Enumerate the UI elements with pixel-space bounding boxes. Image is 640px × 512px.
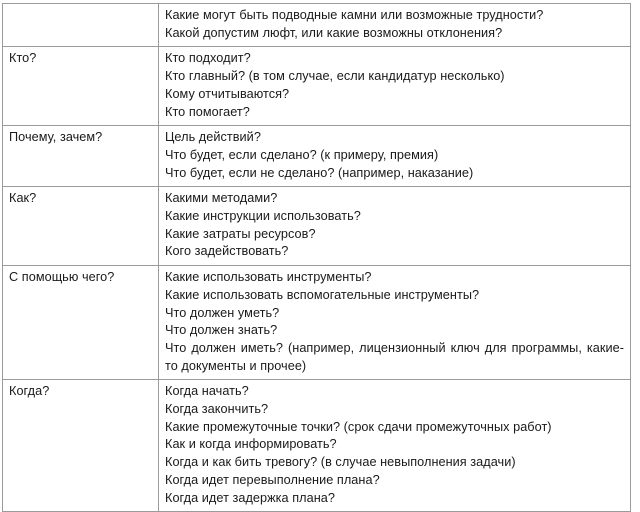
questions-cell-content xyxy=(159,126,630,186)
table-row xyxy=(3,126,631,187)
question-line: Какие использовать вспомогательные инструменты? xyxy=(165,287,480,302)
questions-cell xyxy=(159,4,631,47)
question-line: Кто подходит? xyxy=(165,51,251,66)
question-line: Цель действий? xyxy=(165,130,261,145)
question-line: Какие могут быть подводные камни или возможные трудности? xyxy=(165,8,544,22)
question-line: Что должен уметь? xyxy=(165,305,280,320)
question-line: Какие промежуточные точки? (срок сдачи промежуточных работ) xyxy=(165,419,552,434)
question-line: Что должен знать? xyxy=(165,323,278,338)
table-row xyxy=(3,187,631,266)
questions-cell-content xyxy=(159,47,630,125)
category-cell-content xyxy=(3,187,158,212)
category-cell-content xyxy=(3,380,158,405)
questions-cell xyxy=(159,266,631,380)
category-label: Как? xyxy=(9,191,37,206)
question-line: Когда закончить? xyxy=(165,402,269,417)
questions-cell xyxy=(159,47,631,126)
table-row xyxy=(3,47,631,126)
question-line: Когда идет задержка плана? xyxy=(165,490,335,505)
table-body xyxy=(3,4,631,512)
category-cell xyxy=(3,380,159,512)
question-line: Какими методами? xyxy=(165,191,278,206)
questions-cell-content xyxy=(159,266,630,379)
category-cell xyxy=(3,47,159,126)
question-line: Кому отчитываются? xyxy=(165,86,290,101)
question-line: Какой допустим люфт, или какие возможны отклонения? xyxy=(165,25,503,40)
category-cell-content xyxy=(3,126,158,151)
question-line: Кто главный? (в том случае, если кандидатур несколько) xyxy=(165,69,505,84)
question-line: Какие затраты ресурсов? xyxy=(165,226,316,241)
questions-cell-content xyxy=(159,4,630,46)
category-label: Когда? xyxy=(9,384,50,399)
question-line: Когда начать? xyxy=(165,384,249,399)
category-cell xyxy=(3,126,159,187)
category-label: Почему, зачем? xyxy=(9,130,103,145)
category-cell xyxy=(3,266,159,380)
questions-cell-content xyxy=(159,187,630,265)
question-line: Какие использовать инструменты? xyxy=(165,270,372,285)
question-line: Какие инструкции использовать? xyxy=(165,209,361,224)
category-cell xyxy=(3,187,159,266)
question-line: Как и когда информировать? xyxy=(165,437,337,452)
question-line: Когда и как бить тревогу? (в случае невыполнения задачи) xyxy=(165,455,516,470)
questions-cell xyxy=(159,380,631,512)
question-line: Кто помогает? xyxy=(165,104,250,119)
question-line: Что будет, если не сделано? (например, наказание) xyxy=(165,165,474,180)
category-cell-content xyxy=(3,4,158,42)
questions-cell xyxy=(159,187,631,266)
category-cell xyxy=(3,4,159,47)
questions-cell-content xyxy=(159,380,630,511)
question-line: Что будет, если сделано? (к примеру, премия) xyxy=(165,147,439,162)
question-checklist-table xyxy=(2,3,631,512)
question-line: Кого задействовать? xyxy=(165,244,289,259)
table-row xyxy=(3,4,631,47)
category-cell-content xyxy=(3,266,158,291)
table-row xyxy=(3,380,631,512)
category-label: С помощью чего? xyxy=(9,270,115,285)
category-cell-content xyxy=(3,47,158,72)
category-label: Кто? xyxy=(9,51,37,66)
question-line: Что должен иметь? (например, лицензионный ключ для программы, какие-то документы и прочее) xyxy=(165,340,624,373)
table-row xyxy=(3,266,631,380)
questions-cell xyxy=(159,126,631,187)
question-line: Когда идет перевыполнение плана? xyxy=(165,472,380,487)
